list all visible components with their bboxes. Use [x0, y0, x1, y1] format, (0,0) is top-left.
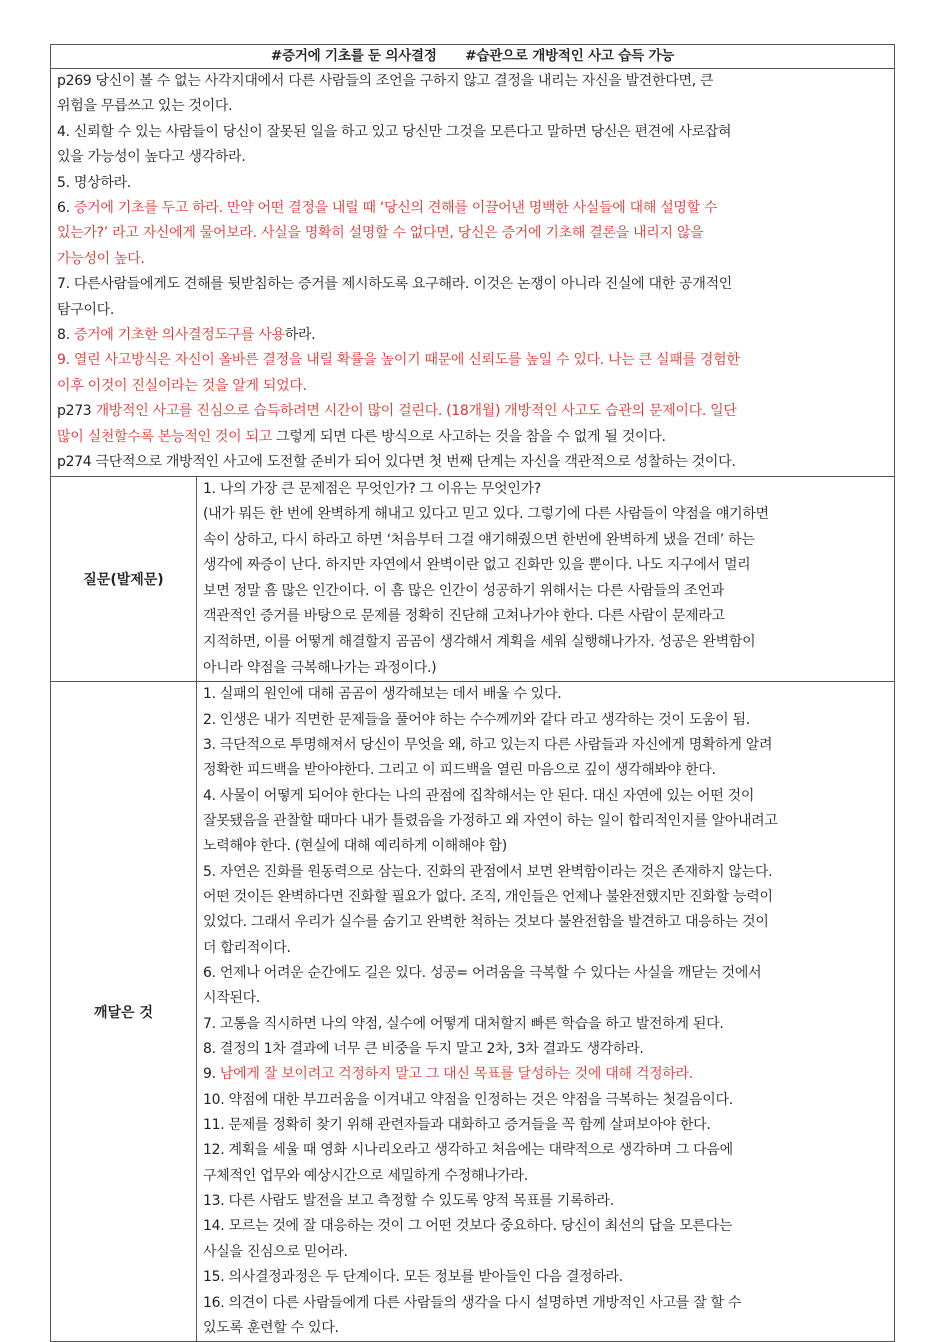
text-line	[203, 477, 888, 503]
text-span: 6. 언제나 어려운 순간에도 길은 있다. 성공= 어려움을 극복할 수 있다는 사실을 깨닫는 것에서	[203, 965, 762, 982]
highlighted-text: 있는가?’ 라고 자신에게 물어보라. 사실을 명확히 설명할 수 없다면, 당신은 증거에 기초해 결론을 내리지 않을	[57, 225, 704, 242]
intro-cell	[51, 69, 895, 477]
text-line	[57, 196, 888, 221]
text-line	[203, 1189, 888, 1214]
text-span: 8.	[57, 327, 74, 344]
text-line	[57, 120, 888, 145]
text-span: 지적하면, 이를 어떻게 해결할지 곰곰이 생각해서 계획을 세워 실행해나가자. 성공은 완벽함이	[203, 634, 756, 651]
text-span: 잘못됐음을 관찰할 때마다 내가 틀렸음을 가정하고 왜 자연이 하는 일이 합리적인지를 알아내려고	[203, 812, 778, 829]
text-span: 어떤 것이든 완벽하다면 진화할 필요가 없다. 조직, 개인들은 언제나 불완전했지만 진화할 능력이	[203, 889, 773, 905]
realization-label: 깨달은 것	[51, 682, 197, 1342]
hashtag-evidence-based: #증거에 기초를 둔 의사결정	[270, 48, 437, 64]
highlighted-text: 개방적인 사고를 진심으로 습득하려면 시간이 많이 걸린다. (18개월) 개방적인 사고도 습관의 문제이다. 일단	[95, 403, 737, 420]
text-span: p273	[57, 403, 96, 420]
text-span: p269 당신이 볼 수 없는 사각지대에서 다른 사람들의 조언을 구하지 않고 결정을 내리는 자신을 발견한다면, 큰	[57, 73, 714, 89]
text-line	[203, 936, 888, 961]
highlighted-text: 이후 이것이 진실이라는 것을 알게 되었다.	[57, 377, 307, 394]
text-span: 하라.	[284, 327, 316, 344]
document-sheet	[50, 44, 894, 1342]
text-span: 그렇게 되면 다른 방식으로 사고하는 것을 참을 수 없게 될 것이다.	[276, 428, 666, 445]
text-line	[203, 1164, 888, 1189]
text-span: 11. 문제를 정확히 찾기 위해 관련자들과 대화하고 증거들을 꼭 함께 살펴보아야 한다.	[203, 1117, 711, 1134]
text-span: (내가 뭐든 한 번에 완벽하게 해내고 있다고 믿고 있다. 그렇기에 다른 사람들이 약점을 얘기하면	[203, 506, 769, 523]
text-span: 10. 약점에 대한 부끄러움을 이겨내고 약점을 인정하는 것은 약점을 극복하는 첫걸음이다.	[203, 1091, 733, 1108]
question-label: 질문(발제문)	[51, 476, 197, 682]
text-line	[203, 656, 888, 682]
text-span: 있을 가능성이 높다고 생각하라.	[57, 149, 246, 166]
highlighted-text: 9. 열린 사고방식은 자신이 올바른 결정을 내릴 확률을 높이기 때문에 신뢰도를 높일 수 있다. 나는 큰 실패를 경험한	[57, 352, 740, 369]
text-span: 정확한 피드백을 받아야한다. 그리고 이 피드백을 열린 마음으로 깊이 생각해봐야 한다.	[203, 762, 716, 779]
text-line	[57, 221, 888, 246]
text-span: 시작된다.	[203, 990, 261, 1007]
text-line	[57, 171, 888, 196]
text-line	[203, 860, 888, 885]
text-line	[57, 374, 888, 399]
text-line	[203, 708, 888, 733]
text-line	[203, 1062, 888, 1087]
text-line	[203, 1037, 888, 1062]
text-line	[203, 733, 888, 758]
text-span: 아니라 약점을 극복해나가는 과정이다.)	[203, 659, 437, 676]
text-span: 사실을 진심으로 믿어라.	[203, 1243, 348, 1260]
text-line	[203, 579, 888, 605]
text-span: 3. 극단적으로 투명해져서 당신이 무엇을 왜, 하고 있는지 다른 사람들과 자신에게 명확하게 알려	[203, 736, 773, 753]
text-line	[57, 399, 888, 424]
hashtag-open-mind-habit: #습관으로 개방적인 사고 습득 가능	[465, 48, 675, 64]
text-line	[203, 682, 888, 707]
text-span: 9.	[203, 1066, 220, 1083]
text-span: 16. 의견이 다른 사람들에게 다른 사람들의 생각을 다시 설명하면 개방적인 사고를 잘 할 수	[203, 1294, 742, 1311]
text-line	[203, 809, 888, 834]
text-span: 있도록 훈련할 수 있다.	[203, 1319, 339, 1336]
text-line	[203, 961, 888, 986]
text-span: 구체적인 업무와 예상시간으로 세밀하게 수정해나가라.	[203, 1167, 528, 1184]
text-line	[57, 425, 888, 450]
highlighted-text: 많이 실천할수록 본능적인 것이 되고	[57, 428, 277, 445]
text-span: 위험을 무릅쓰고 있는 것이다.	[57, 98, 233, 115]
text-span: 4. 신뢰할 수 있는 사람들이 당신이 잘못된 일을 하고 있고 당신만 그것을 모른다고 말하면 당신은 편견에 사로잡혀	[57, 123, 732, 140]
realization-content	[197, 682, 895, 1342]
text-span: 14. 모르는 것에 잘 대응하는 것이 그 어떤 것보다 중요하다. 당신이 최선의 답을 모른다는	[203, 1218, 733, 1235]
highlighted-text: 증거에 기초한 의사결정도구를 사용	[73, 327, 285, 344]
text-line	[57, 94, 888, 119]
text-span: 1. 나의 가장 큰 문제점은 무엇인가? 그 이유는 무엇인가?	[203, 480, 541, 497]
text-span: 생각에 짜증이 난다. 하지만 자연에서 완벽이란 없고 진화만 있을 뿐이다. 나도 지구에서 멀리	[203, 557, 751, 574]
text-span: 노력해야 한다. (현실에 대해 예리하게 이해해야 함)	[203, 838, 507, 855]
text-span: 12. 계획을 세울 때 영화 시나리오라고 생각하고 처음에는 대략적으로 생각하며 그 다음에	[203, 1142, 733, 1159]
text-line	[57, 247, 888, 272]
text-line	[203, 1265, 888, 1290]
text-line	[203, 1113, 888, 1138]
text-span: 객관적인 증거를 바탕으로 문제를 정확히 진단해 고쳐나가야 한다. 다른 사람이 문제라고	[203, 608, 725, 625]
text-span: 더 합리적이다.	[203, 939, 291, 956]
text-line	[203, 834, 888, 859]
text-line	[203, 1088, 888, 1113]
text-span: p274 극단적으로 개방적인 사고에 도전할 준비가 되어 있다면 첫 번째 단계는 자신을 객관적으로 성찰하는 것이다.	[57, 454, 736, 471]
notes-table	[50, 44, 895, 1342]
header-row	[51, 45, 895, 69]
text-span: 1. 실패의 원인에 대해 곰곰이 생각해보는 데서 배울 수 있다.	[203, 686, 562, 703]
text-span: 탐구이다.	[57, 301, 115, 318]
text-span: 있었다. 그래서 우리가 실수를 숨기고 완벽한 척하는 것보다 불완전함을 발견하고 대응하는 것이	[203, 914, 769, 931]
text-span: 보면 정말 흠 많은 인간이다. 이 흠 많은 인간이 성공하기 위해서는 다른 사람들의 조언과	[203, 582, 724, 599]
text-line	[203, 1138, 888, 1163]
text-line	[203, 528, 888, 554]
header-cell	[51, 45, 895, 69]
text-span: 5. 자연은 진화를 원동력으로 삼는다. 진화의 관점에서 보면 완벽함이라는 것은 존재하지 않는다.	[203, 863, 773, 880]
text-line	[57, 348, 888, 373]
text-span: 4. 사물이 어떻게 되어야 한다는 나의 관점에 집착해서는 안 된다. 대신 자연에 있는 어떤 것이	[203, 787, 755, 804]
question-content	[197, 476, 895, 682]
text-span: 6.	[57, 200, 74, 217]
text-span: 5. 명상하라.	[57, 174, 131, 191]
text-line	[203, 502, 888, 528]
text-span: 속이 상하고, 다시 하라고 하면 ‘처음부터 그걸 얘기해줬으면 한번에 완벽하게 냈을 건데’ 하는	[203, 531, 755, 548]
text-line	[57, 323, 888, 348]
text-line	[57, 69, 888, 94]
text-line	[57, 450, 888, 475]
text-span: 2. 인생은 내가 직면한 문제들을 풀어야 하는 수수께끼와 같다 라고 생각하는 것이 도움이 됨.	[203, 711, 750, 728]
highlighted-text: 가능성이 높다.	[57, 250, 145, 267]
question-row	[51, 476, 895, 682]
intro-row	[51, 69, 895, 477]
text-line	[203, 1012, 888, 1037]
text-line	[203, 630, 888, 656]
text-line	[203, 910, 888, 935]
text-span: 13. 다른 사람도 발전을 보고 측정할 수 있도록 양적 목표를 기록하라.	[203, 1193, 614, 1210]
text-line	[203, 784, 888, 809]
text-line	[57, 145, 888, 170]
text-line	[203, 1316, 888, 1341]
text-span: 7. 다른사람들에게도 견해를 뒷받침하는 증거를 제시하도록 요구해라. 이것은 논쟁이 아니라 진실에 대한 공개적인	[57, 276, 733, 293]
text-span: 8. 결정의 1차 결과에 너무 큰 비중을 두지 말고 2차, 3차 결과도 생각하라.	[203, 1041, 644, 1058]
highlighted-text: 증거에 기초를 두고 하라. 만약 어떤 결정을 내릴 때 ‘당신의 견해를 이끌어낸 명백한 사실들에 대해 설명할 수	[73, 200, 718, 217]
text-span: 15. 의사결정과정은 두 단계이다. 모든 정보를 받아들인 다음 결정하라.	[203, 1269, 623, 1286]
text-line	[57, 298, 888, 323]
highlighted-text: 남에게 잘 보이려고 걱정하지 말고 그 대신 목표를 달성하는 것에 대해 걱정하라.	[219, 1066, 693, 1083]
text-span: 7. 고통을 직시하면 나의 약점, 실수에 어떻게 대처할지 빠른 학습을 하고 발전하게 된다.	[203, 1015, 724, 1032]
text-line	[203, 758, 888, 783]
text-line	[203, 604, 888, 630]
text-line	[57, 272, 888, 297]
text-line	[203, 885, 888, 910]
realization-row	[51, 682, 895, 1342]
text-line	[203, 986, 888, 1011]
text-line	[203, 553, 888, 579]
text-line	[203, 1214, 888, 1239]
text-line	[203, 1291, 888, 1316]
text-line	[203, 1240, 888, 1265]
